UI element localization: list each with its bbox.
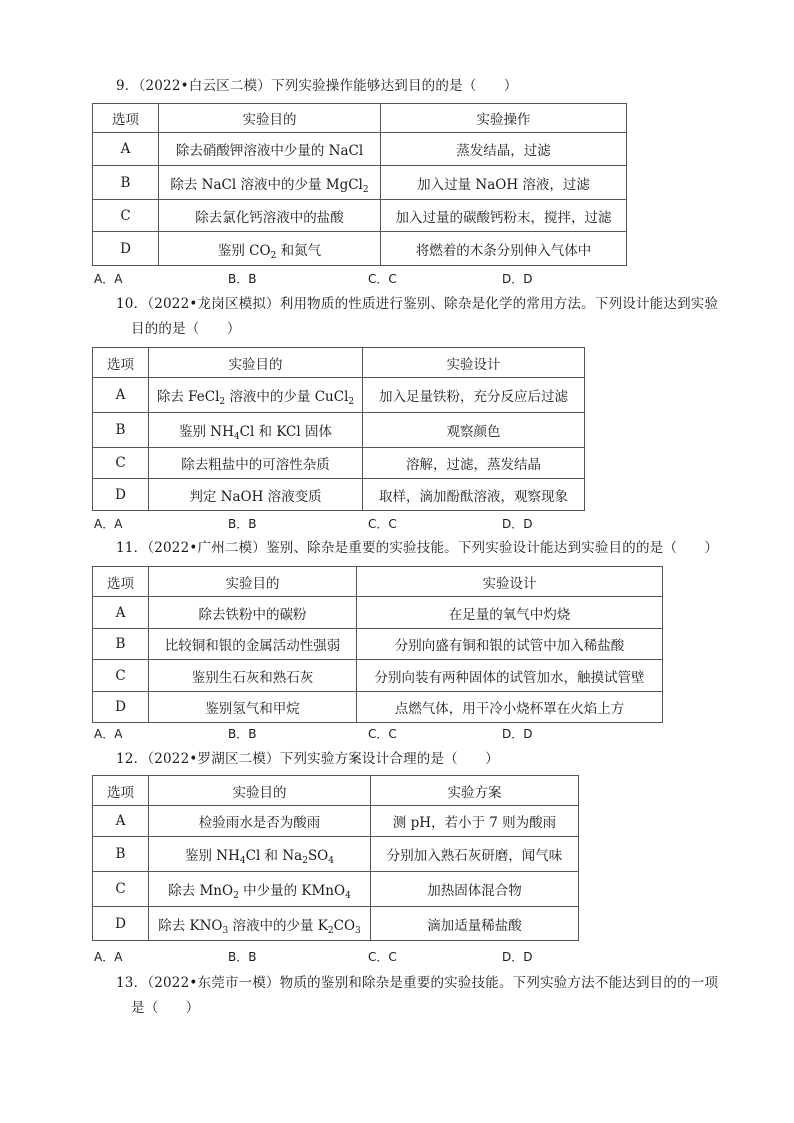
table-cell: D — [93, 907, 149, 941]
question-number: 9． — [116, 78, 139, 94]
question-9-stem — [116, 75, 518, 97]
answer-option-a[interactable]: A．A — [94, 517, 123, 531]
table-header: 实验设计 — [357, 567, 663, 597]
table-cell: 除去硝酸钾溶液中少量的 NaCl — [159, 133, 381, 166]
table-cell: 鉴别 $NH_4Cl$ 和 $Na_2SO_4$ — [149, 837, 371, 872]
question-number: 13． — [116, 975, 148, 991]
table-cell: B — [93, 413, 149, 448]
table-cell: 检验雨水是否为酸雨 — [149, 806, 371, 837]
table-cell: C — [93, 448, 149, 479]
answer-option-c[interactable]: C．C — [368, 950, 397, 964]
table-cell: 点燃气体，用干冷小烧杯罩在火焰上方 — [357, 692, 663, 723]
question-text: 利用物质的性质进行鉴别、除杂是化学的常用方法。下列设计能达到实验 — [279, 296, 719, 312]
answer-option-b[interactable]: B．B — [228, 272, 257, 286]
question-11-table — [92, 566, 663, 723]
answer-option-d[interactable]: D．D — [502, 517, 533, 531]
answer-option-b[interactable]: B．B — [228, 727, 257, 741]
table-cell: 滴加适量稀盐酸 — [371, 907, 579, 941]
table-cell: 鉴别生石灰和熟石灰 — [149, 660, 357, 692]
question-source: （2022•白云区二模） — [138, 78, 271, 94]
table-cell: 观察颜色 — [363, 413, 585, 448]
table-cell: 分别加入熟石灰研磨，闻气味 — [371, 837, 579, 872]
question-13-stem — [116, 972, 718, 994]
table-header: 实验目的 — [159, 104, 381, 133]
table-cell: 加入过量的碳酸钙粉末，搅拌，过滤 — [381, 200, 627, 232]
table-cell: 加入足量铁粉，充分反应后过滤 — [363, 378, 585, 413]
table-header: 选项 — [93, 104, 159, 133]
table-cell: D — [93, 232, 159, 266]
table-cell: A — [93, 378, 149, 413]
table-cell: 除去 MnO$_2$ 中少量的 KMnO$_4$ — [149, 872, 371, 907]
question-text: 下列实验操作能够达到目的的是（ ） — [270, 78, 518, 94]
table-header: 选项 — [93, 348, 149, 378]
answer-option-b[interactable]: B．B — [228, 950, 257, 964]
table-cell: B — [93, 837, 149, 872]
answer-option-b[interactable]: B．B — [228, 517, 257, 531]
table-cell: 测 pH，若小于 7 则为酸雨 — [371, 806, 579, 837]
table-cell: 鉴别 $NH_4Cl$ 和 KCl 固体 — [149, 413, 363, 448]
table-cell: 取样，滴加酚酞溶液，观察现象 — [363, 479, 585, 511]
table-header: 选项 — [93, 567, 149, 597]
table-cell: C — [93, 200, 159, 232]
question-number: 10． — [116, 296, 148, 312]
table-cell: 除去氯化钙溶液中的盐酸 — [159, 200, 381, 232]
table-cell: 将燃着的木条分别伸入气体中 — [381, 232, 627, 266]
table-cell: 除去铁粉中的碳粉 — [149, 597, 357, 629]
table-header: 选项 — [93, 776, 149, 806]
question-13-stem-line2: 是（ ） — [131, 1000, 200, 1016]
table-cell: 除去粗盐中的可溶性杂质 — [149, 448, 363, 479]
question-10-table — [92, 347, 585, 511]
table-cell: 加入过量 NaOH 溶液，过滤 — [381, 166, 627, 200]
table-header: 实验操作 — [381, 104, 627, 133]
question-source: （2022•罗湖区二模） — [147, 751, 280, 767]
question-9-table — [92, 103, 627, 266]
question-12-stem — [116, 748, 499, 770]
table-cell: B — [93, 629, 149, 660]
table-cell: 加热固体混合物 — [371, 872, 579, 907]
question-10-stem — [116, 293, 718, 315]
table-cell: 鉴别 $CO_2$ 和氮气 — [159, 232, 381, 266]
table-cell: 除去 $KNO_3$ 溶液中的少量 $K_2CO_3$ — [149, 907, 371, 941]
question-12-table — [92, 775, 579, 941]
table-header: 实验目的 — [149, 776, 371, 806]
table-header: 实验设计 — [363, 348, 585, 378]
table-cell: C — [93, 872, 149, 907]
table-cell: 溶解，过滤，蒸发结晶 — [363, 448, 585, 479]
table-cell: C — [93, 660, 149, 692]
question-11-stem — [116, 537, 718, 559]
table-cell: 鉴别氢气和甲烷 — [149, 692, 357, 723]
question-number: 12． — [116, 751, 148, 767]
answer-option-d[interactable]: D．D — [502, 950, 533, 964]
question-text: 物质的鉴别和除杂是重要的实验技能。下列实验方法不能达到目的的一项 — [279, 975, 719, 991]
question-text: 下列实验方案设计合理的是（ ） — [279, 751, 499, 767]
table-cell: 蒸发结晶，过滤 — [381, 133, 627, 166]
answer-option-c[interactable]: C．C — [368, 272, 397, 286]
answer-option-a[interactable]: A．A — [94, 950, 123, 964]
answer-option-a[interactable]: A．A — [94, 727, 123, 741]
question-source: （2022•广州二模） — [147, 540, 267, 556]
table-cell: A — [93, 597, 149, 629]
table-header: 实验目的 — [149, 348, 363, 378]
table-cell: 在足量的氧气中灼烧 — [357, 597, 663, 629]
question-number: 11． — [116, 540, 148, 556]
table-header: 实验方案 — [371, 776, 579, 806]
table-cell: A — [93, 133, 159, 166]
question-source: （2022•东莞市一模） — [147, 975, 280, 991]
answer-option-c[interactable]: C．C — [368, 727, 397, 741]
question-10-stem-line2: 目的的是（ ） — [131, 321, 241, 337]
question-source: （2022•龙岗区模拟） — [147, 296, 280, 312]
table-cell: 比较铜和银的金属活动性强弱 — [149, 629, 357, 660]
table-cell: 分别向装有两种固体的试管加水，触摸试管壁 — [357, 660, 663, 692]
table-cell: 分别向盛有铜和银的试管中加入稀盐酸 — [357, 629, 663, 660]
table-cell: 除去 FeCl$_2$ 溶液中的少量 CuCl$_2$ — [149, 378, 363, 413]
table-cell: D — [93, 479, 149, 511]
table-cell: 判定 NaOH 溶液变质 — [149, 479, 363, 511]
answer-option-a[interactable]: A．A — [94, 272, 123, 286]
answer-option-d[interactable]: D．D — [502, 272, 533, 286]
table-cell: D — [93, 692, 149, 723]
table-cell: A — [93, 806, 149, 837]
table-cell: B — [93, 166, 159, 200]
question-text: 鉴别、除杂是重要的实验技能。下列实验设计能达到实验目的的是（ ） — [266, 540, 719, 556]
table-header: 实验目的 — [149, 567, 357, 597]
table-cell: 除去 NaCl 溶液中的少量 MgCl$_2$ — [159, 166, 381, 200]
answer-option-c[interactable]: C．C — [368, 517, 397, 531]
answer-option-d[interactable]: D．D — [502, 727, 533, 741]
